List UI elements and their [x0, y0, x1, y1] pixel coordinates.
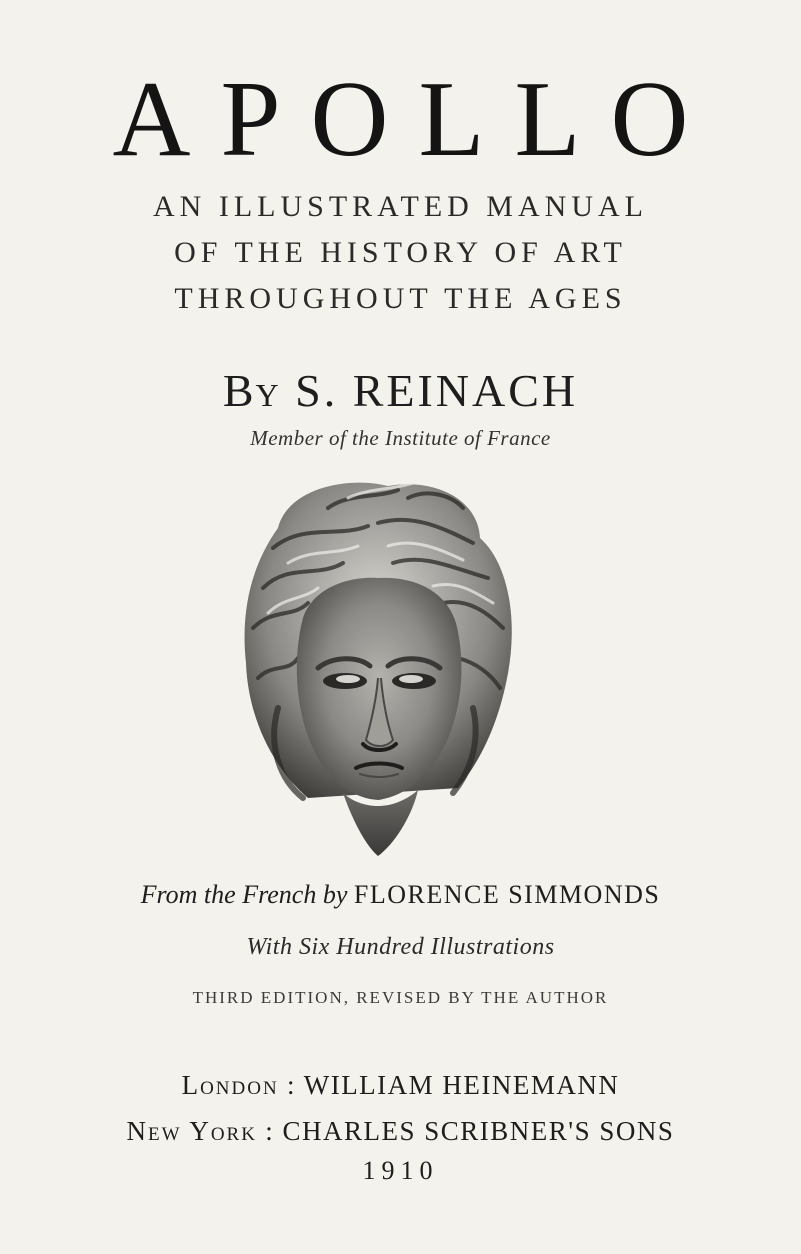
illustrations-note: With Six Hundred Illustrations [246, 934, 555, 960]
publisher-name: WILLIAM HEINEMANN [303, 1070, 620, 1100]
translation-prefix: From the French by [140, 880, 348, 909]
publication-year: 1910 [362, 1156, 439, 1185]
apollo-head-sculpture-icon [218, 468, 528, 858]
publisher-name: CHARLES SCRIBNER'S SONS [282, 1116, 675, 1146]
publisher-separator: : [256, 1116, 283, 1146]
publisher-london [30, 1070, 771, 1101]
author-line [0, 364, 801, 417]
author-name: S. REINACH [295, 365, 579, 416]
translation-credit [0, 880, 801, 910]
subtitle-line-1: AN ILLUSTRATED MANUAL [153, 190, 648, 223]
publisher-new-york [30, 1116, 771, 1147]
book-title: APOLLO [112, 60, 719, 179]
translator-name: FLORENCE SIMMONDS [353, 880, 661, 909]
author-membership: Member of the Institute of France [250, 426, 551, 450]
by-label: By [222, 365, 281, 416]
publisher-city: London [181, 1070, 279, 1100]
subtitle-line-3: THROUGHOUT THE AGES [174, 282, 627, 315]
edition-note: THIRD EDITION, REVISED BY THE AUTHOR [192, 988, 609, 1007]
subtitle-line-2: OF THE HISTORY OF ART [174, 236, 627, 269]
publisher-separator: : [278, 1070, 304, 1100]
publisher-city: New York [126, 1116, 257, 1146]
